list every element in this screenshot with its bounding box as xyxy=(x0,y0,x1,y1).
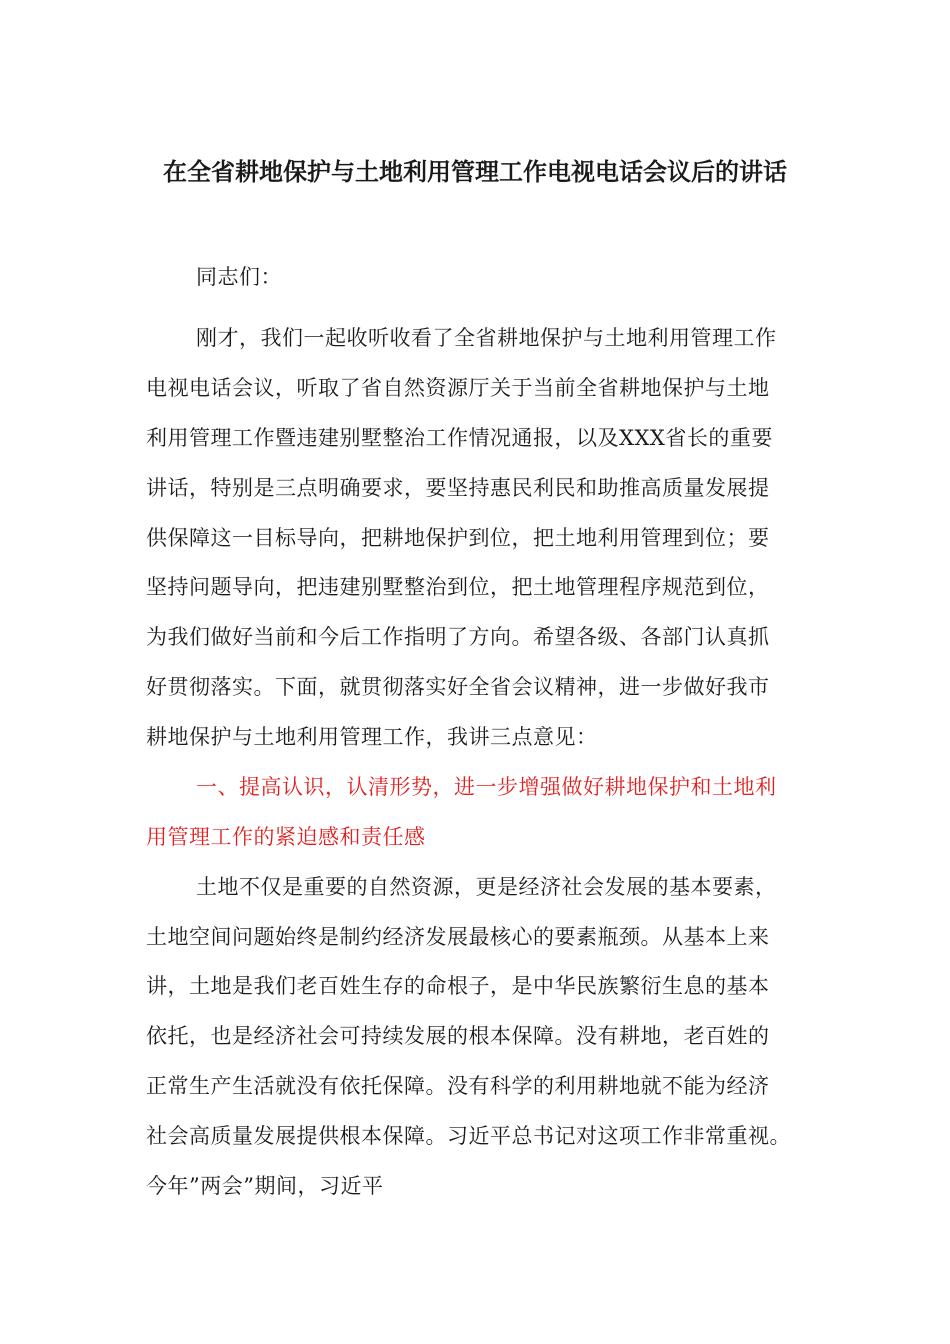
paragraph-line: 刚才，我们一起收听收看了全省耕地保护与土地利用管理工作 xyxy=(196,326,777,350)
paragraph-line: 讲话，特别是三点明确要求，要坚持惠民利民和助推高质量发展提 xyxy=(146,476,770,500)
paragraph-line: 正常生产生活就没有依托保障。没有科学的利用耕地就不能为经济 xyxy=(146,1074,770,1098)
paragraph-line: 耕地保护与土地利用管理工作，我讲三点意见： xyxy=(146,725,598,749)
paragraph-line: 土地不仅是重要的自然资源，更是经济社会发展的基本要素， xyxy=(196,875,777,899)
paragraph-line: 供保障这一目标导向，把耕地保护到位，把土地利用管理到位；要 xyxy=(146,526,770,550)
paragraph-line: 讲，土地是我们老百姓生存的命根子，是中华民族繁衍生息的基本 xyxy=(146,974,770,998)
paragraph-line: 社会高质量发展提供根本保障。习近平总书记对这项工作非常重视。 xyxy=(146,1124,791,1148)
paragraph-line: 坚持问题导向，把违建别墅整治到位，把土地管理程序规范到位， xyxy=(146,575,770,599)
paragraph-line: 为我们做好当前和今后工作指明了方向。希望各级、各部门认真抓 xyxy=(146,625,770,649)
paragraph-line: 利用管理工作暨违建别墅整治工作情况通报，以及XXX省长的重要 xyxy=(146,426,773,450)
document-title: 在全省耕地保护与土地利用管理工作电视电话会议后的讲话 xyxy=(163,157,787,186)
greeting: 同志们： xyxy=(196,265,282,289)
paragraph-line: 土地空间问题始终是制约经济发展最核心的要素瓶颈。从基本上来 xyxy=(146,925,770,949)
paragraph-line: 电视电话会议，听取了省自然资源厅关于当前全省耕地保护与土地 xyxy=(146,376,770,400)
paragraph-line: 依托，也是经济社会可持续发展的根本保障。没有耕地，老百姓的 xyxy=(146,1024,770,1048)
paragraph-line: 今年”两会”期间，习近平 xyxy=(146,1174,384,1198)
paragraph-line: 好贯彻落实。下面，就贯彻落实好全省会议精神，进一步做好我市 xyxy=(146,675,770,699)
section-heading: 一、提高认识，认清形势，进一步增强做好耕地保护和土地利 xyxy=(196,775,777,799)
section-heading: 用管理工作的紧迫感和责任感 xyxy=(146,825,426,849)
